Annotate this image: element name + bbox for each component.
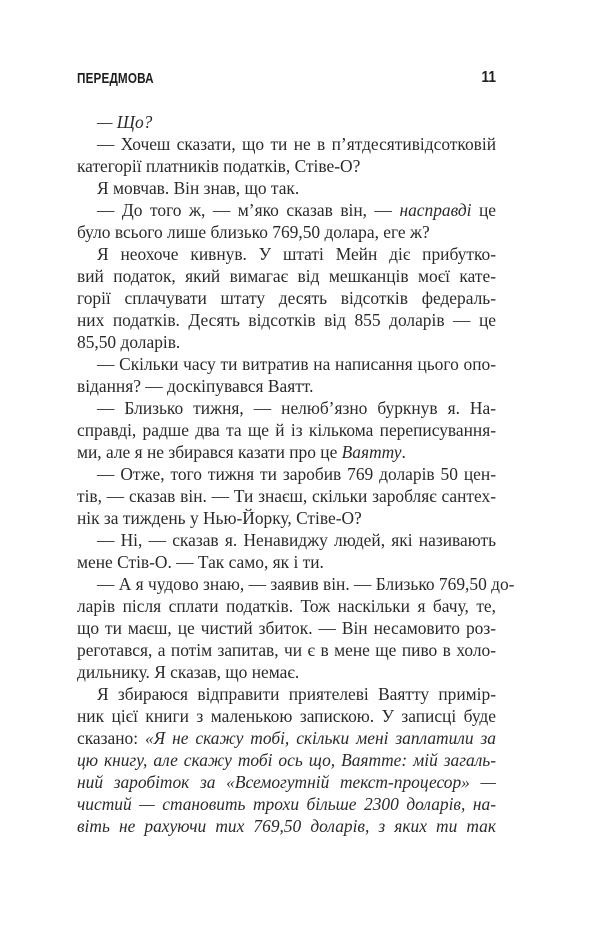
text-segment: — Скільки часу ти витратив на написання цього опо-	[97, 354, 496, 374]
text-line	[77, 353, 496, 375]
text-line	[77, 111, 496, 133]
text-line	[77, 375, 496, 397]
text-line	[77, 221, 496, 243]
text-segment: — Близько тижня, — нелюб’язно буркнув я. На-	[97, 398, 496, 418]
text-line	[77, 727, 496, 749]
text-segment: 85,50 доларів.	[77, 332, 181, 352]
text-segment: ник цієї книги з маленькою запискою. У записці буде	[77, 706, 496, 726]
text-segment: — До того ж, — м’яко сказав він, —	[97, 200, 400, 220]
text-segment: нік за тиждень у Нью-Йорку, Стіве-О?	[77, 508, 362, 528]
italic-text: чистий — становить трохи більше 2300 доларів, на-	[77, 794, 496, 814]
text-segment: горії сплачувати штату десять відсотків федераль-	[77, 288, 496, 308]
text-line	[77, 485, 496, 507]
text-segment: ларів після сплати податків. Тож наскільки я бачу, те,	[77, 596, 496, 616]
italic-text: цю книгу, але скажу тобі ось що, Ваятте: мій загаль-	[77, 750, 496, 770]
text-line	[77, 199, 496, 221]
text-line	[77, 595, 496, 617]
text-line	[77, 771, 496, 793]
running-header	[77, 66, 496, 90]
text-line	[77, 705, 496, 727]
text-segment: — А я чудово знаю, — заявив він. — Близько 769,50 до-	[97, 574, 515, 594]
text-line	[77, 815, 496, 837]
text-line	[77, 265, 496, 287]
text-segment: .	[401, 442, 406, 462]
text-line	[77, 661, 496, 683]
text-line	[77, 683, 496, 705]
text-line	[77, 617, 496, 639]
text-segment: Я неохоче кивнув. У штаті Мейн діє прибутко-	[97, 244, 496, 264]
text-line	[77, 463, 496, 485]
text-line	[77, 133, 496, 155]
text-segment: тів, — сказав він. — Ти знаєш, скільки заробляє сантех-	[77, 486, 496, 506]
text-line	[77, 749, 496, 771]
text-segment: Я мовчав. Він знав, що так.	[97, 178, 300, 198]
text-line	[77, 551, 496, 573]
text-line	[77, 177, 496, 199]
italic-text: «Я не скажу тобі, скільки мені заплатили за	[145, 728, 496, 748]
text-line	[77, 793, 496, 815]
text-segment: реготався, а потім запитав, чи є в мене ще пиво в холо-	[77, 640, 496, 660]
text-segment: Я збираюся відправити приятелеві Ваятту примір-	[97, 684, 496, 704]
text-segment: них податків. Десять відсотків від 855 доларів — це	[77, 310, 496, 330]
text-line	[77, 573, 515, 595]
text-line	[77, 639, 496, 661]
text-line	[77, 507, 496, 529]
text-segment: — Отже, того тижня ти заробив 769 доларів 50 цен-	[97, 464, 496, 484]
italic-text: віть не рахуючи тих 769,50 доларів, з яких ти так	[77, 816, 496, 836]
text-line	[77, 441, 496, 463]
text-line	[77, 529, 496, 551]
text-segment: це	[471, 200, 497, 220]
text-segment: мене Стів-О. — Так само, як і ти.	[77, 552, 324, 572]
italic-text: — Що?	[97, 112, 153, 132]
text-segment: сказано:	[77, 728, 145, 748]
text-segment: було всього лише близько 769,50 долара, еге ж?	[77, 222, 430, 242]
italic-text: насправді	[399, 200, 472, 220]
text-line	[77, 331, 496, 353]
chapter-title: ПЕРЕДМОВА	[77, 69, 154, 87]
page-body-text	[77, 111, 515, 837]
text-line	[77, 243, 496, 265]
text-segment: — Ні, — сказав я. Ненавиджу людей, які називають	[97, 530, 496, 550]
text-line	[77, 155, 496, 177]
text-segment: що ти маєш, це чистий збиток. — Він несамовито роз-	[77, 618, 496, 638]
text-segment: ми, але я не збирався казати про це	[77, 442, 342, 462]
text-segment: дильнику. Я сказав, що немає.	[77, 662, 300, 682]
text-segment: справді, радше два та ще й із кількома переписування-	[77, 420, 496, 440]
text-line	[77, 397, 496, 419]
text-segment: відання? — доскіпувався Ваятт.	[77, 376, 314, 396]
text-segment: — Хочеш сказати, що ти не в п’ятдесятивідсотковій	[97, 134, 496, 154]
italic-text: Ваятту	[341, 442, 402, 462]
text-segment: вий податок, який вимагає від мешканців моєї кате-	[77, 266, 496, 286]
text-segment: категорії платників податків, Стіве-О?	[77, 156, 361, 176]
italic-text: ний заробіток за «Всемогутній текст-процесор» —	[77, 772, 496, 792]
text-line	[77, 287, 496, 309]
text-line	[77, 309, 496, 331]
page-number: 11	[481, 69, 496, 86]
text-line	[77, 419, 496, 441]
